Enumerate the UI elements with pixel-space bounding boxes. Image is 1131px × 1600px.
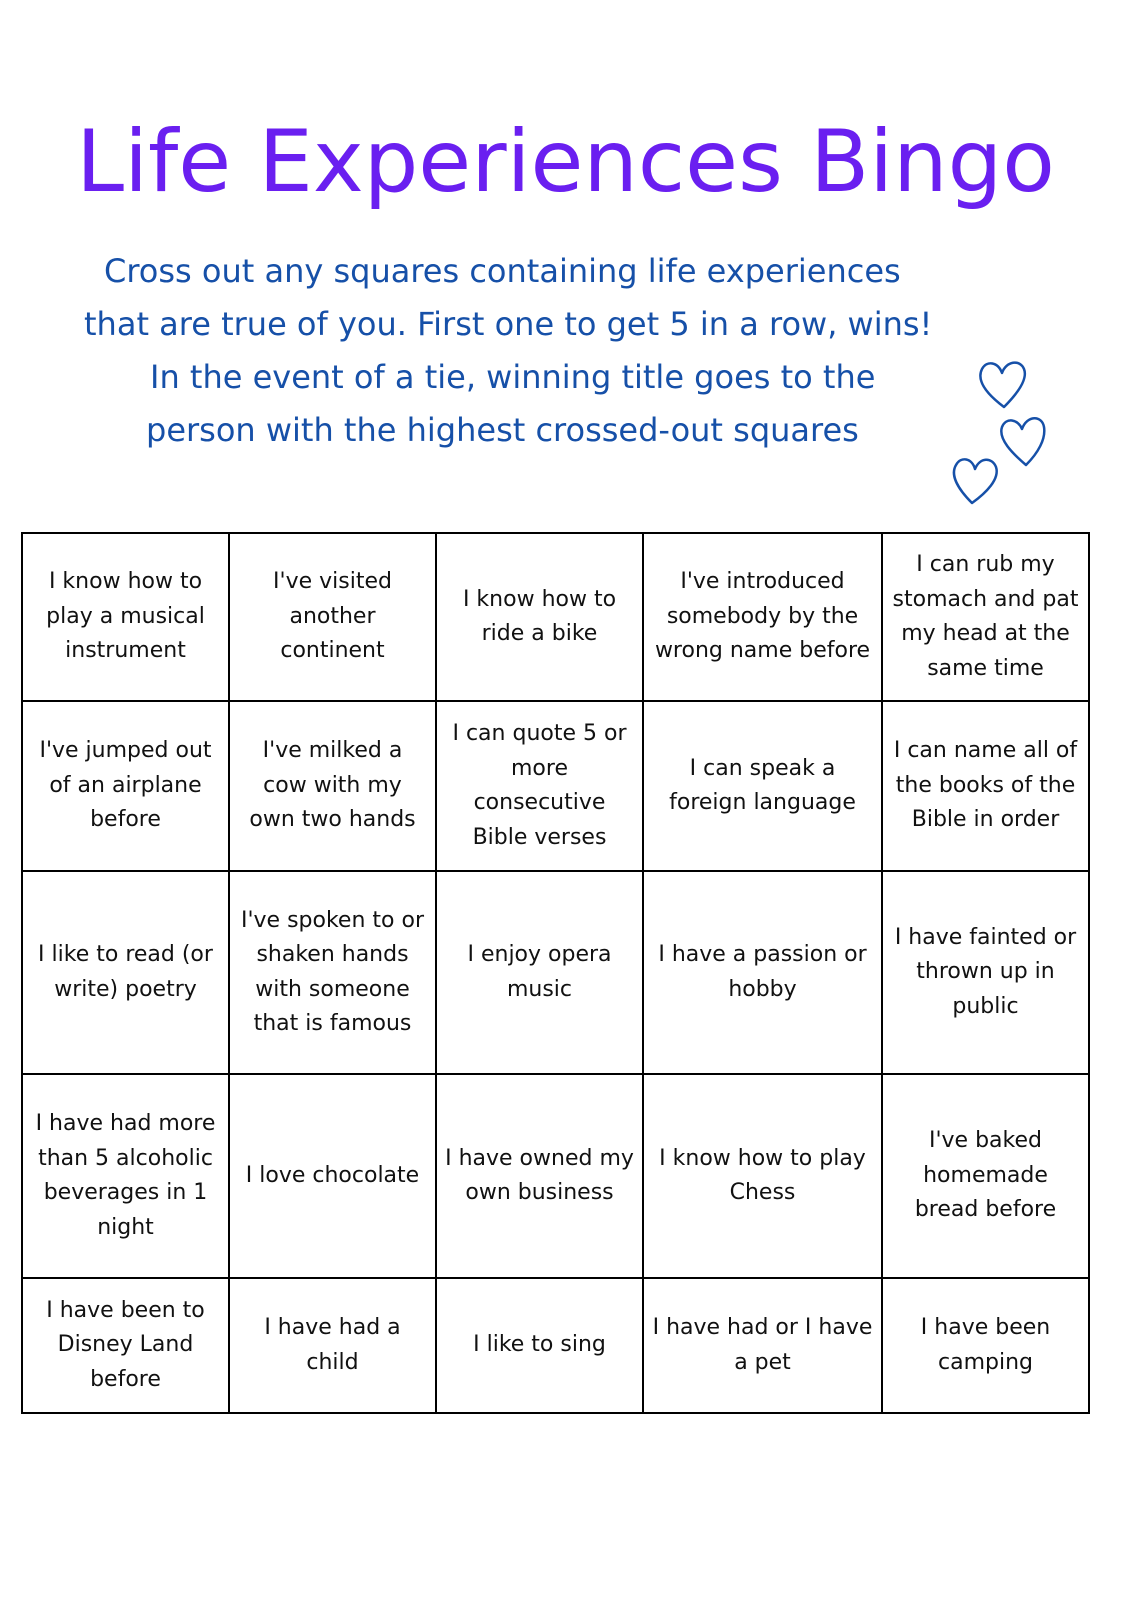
heart-outline-icon xyxy=(980,363,1024,407)
bingo-square[interactable]: I have owned my own business xyxy=(436,1074,643,1278)
instructions-line: In the event of a tie, winning title goes to the xyxy=(150,358,876,396)
bingo-row xyxy=(22,701,1089,871)
bingo-square[interactable]: I like to read (or write) poetry xyxy=(22,871,229,1074)
bingo-square[interactable]: I have been to Disney Land before xyxy=(22,1278,229,1413)
bingo-square[interactable]: I have fainted or thrown up in public xyxy=(882,871,1089,1074)
bingo-square[interactable]: I've spoken to or shaken hands with someone that is famous xyxy=(229,871,436,1074)
bingo-square[interactable]: I've baked homemade bread before xyxy=(882,1074,1089,1278)
bingo-square[interactable]: I enjoy opera music xyxy=(436,871,643,1074)
bingo-square[interactable]: I can name all of the books of the Bible in order xyxy=(882,701,1089,871)
bingo-square[interactable]: I know how to play Chess xyxy=(643,1074,882,1278)
bingo-square[interactable]: I've milked a cow with my own two hands xyxy=(229,701,436,871)
bingo-square[interactable]: I can quote 5 or more consecutive Bible verses xyxy=(436,701,643,871)
bingo-row xyxy=(22,533,1089,701)
bingo-square[interactable]: I know how to play a musical instrument xyxy=(22,533,229,701)
bingo-square[interactable]: I've introduced somebody by the wrong name before xyxy=(643,533,882,701)
bingo-row xyxy=(22,871,1089,1074)
bingo-square[interactable]: I've visited another continent xyxy=(229,533,436,701)
bingo-square[interactable]: I can rub my stomach and pat my head at the same time xyxy=(882,533,1089,701)
heart-outline-icon xyxy=(954,459,997,503)
bingo-square[interactable]: I have had more than 5 alcoholic beverages in 1 night xyxy=(22,1074,229,1278)
bingo-square[interactable]: I have had or I have a pet xyxy=(643,1278,882,1413)
bingo-square[interactable]: I have had a child xyxy=(229,1278,436,1413)
bingo-square[interactable]: I know how to ride a bike xyxy=(436,533,643,701)
bingo-square[interactable]: I have been camping xyxy=(882,1278,1089,1413)
bingo-row xyxy=(22,1074,1089,1278)
bingo-square[interactable]: I can speak a foreign language xyxy=(643,701,882,871)
bingo-square[interactable]: I love chocolate xyxy=(229,1074,436,1278)
instructions-line: that are true of you. First one to get 5 in a row, wins! xyxy=(84,305,933,343)
page-title: Life Experiences Bingo xyxy=(76,112,1055,212)
instructions-line: person with the highest crossed-out squares xyxy=(146,411,859,449)
bingo-square[interactable]: I have a passion or hobby xyxy=(643,871,882,1074)
instructions-line: Cross out any squares containing life experiences xyxy=(104,252,901,290)
bingo-grid xyxy=(21,532,1090,1414)
bingo-square[interactable]: I've jumped out of an airplane before xyxy=(22,701,229,871)
bingo-square[interactable]: I like to sing xyxy=(436,1278,643,1413)
hearts-decoration xyxy=(940,355,1070,515)
heart-outline-icon xyxy=(1001,418,1044,465)
bingo-row xyxy=(22,1278,1089,1413)
